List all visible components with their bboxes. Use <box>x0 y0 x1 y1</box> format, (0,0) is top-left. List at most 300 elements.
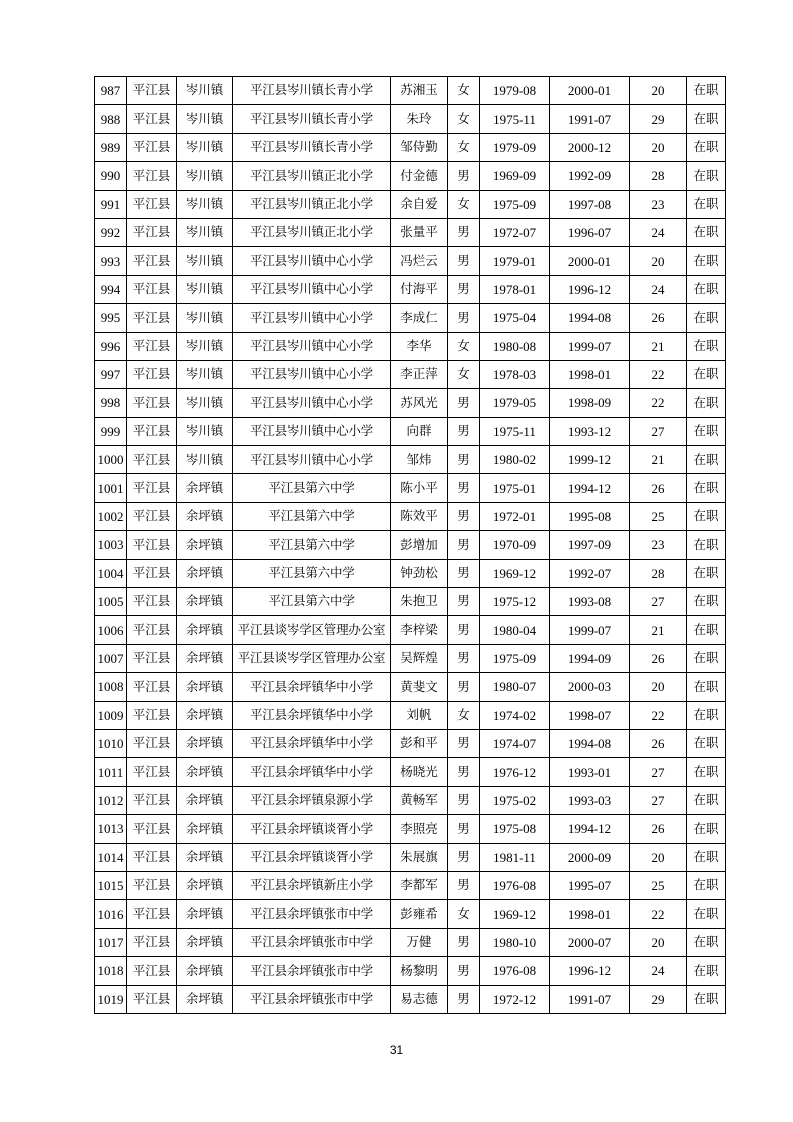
status-cell: 在职 <box>687 900 726 928</box>
gender-cell: 男 <box>448 474 480 502</box>
birth-date-cell: 1981-11 <box>480 843 550 871</box>
county-cell: 平江县 <box>127 758 177 786</box>
status-cell: 在职 <box>687 474 726 502</box>
status-cell: 在职 <box>687 77 726 105</box>
county-cell: 平江县 <box>127 389 177 417</box>
birth-date-cell: 1979-09 <box>480 133 550 161</box>
birth-date-cell: 1975-12 <box>480 588 550 616</box>
school-cell: 平江县余坪镇张市中学 <box>233 957 391 985</box>
county-cell: 平江县 <box>127 985 177 1013</box>
page-number: 31 <box>389 1043 404 1057</box>
gender-cell: 男 <box>448 417 480 445</box>
start-date-cell: 1994-09 <box>550 644 630 672</box>
status-cell: 在职 <box>687 729 726 757</box>
table-row <box>95 531 726 559</box>
town-cell: 岑川镇 <box>177 304 233 332</box>
school-cell: 平江县余坪镇张市中学 <box>233 985 391 1013</box>
table-row <box>95 729 726 757</box>
gender-cell: 男 <box>448 758 480 786</box>
table-row <box>95 843 726 871</box>
name-cell: 刘帆 <box>391 701 448 729</box>
school-cell: 平江县第六中学 <box>233 502 391 530</box>
name-cell: 苏湘玉 <box>391 77 448 105</box>
county-cell: 平江县 <box>127 474 177 502</box>
school-cell: 平江县岑川镇中心小学 <box>233 332 391 360</box>
table-row <box>95 928 726 956</box>
county-cell: 平江县 <box>127 247 177 275</box>
status-cell: 在职 <box>687 701 726 729</box>
start-date-cell: 1998-07 <box>550 701 630 729</box>
row-index-cell: 994 <box>95 275 127 303</box>
gender-cell: 男 <box>448 957 480 985</box>
years-cell: 22 <box>630 389 687 417</box>
gender-cell: 男 <box>448 985 480 1013</box>
staff-table <box>94 76 726 1014</box>
school-cell: 平江县岑川镇正北小学 <box>233 190 391 218</box>
start-date-cell: 1992-09 <box>550 162 630 190</box>
county-cell: 平江县 <box>127 843 177 871</box>
school-cell: 平江县岑川镇中心小学 <box>233 304 391 332</box>
name-cell: 苏风光 <box>391 389 448 417</box>
county-cell: 平江县 <box>127 616 177 644</box>
gender-cell: 男 <box>448 446 480 474</box>
town-cell: 岑川镇 <box>177 417 233 445</box>
name-cell: 冯烂云 <box>391 247 448 275</box>
status-cell: 在职 <box>687 843 726 871</box>
table-row <box>95 815 726 843</box>
gender-cell: 女 <box>448 190 480 218</box>
gender-cell: 男 <box>448 389 480 417</box>
row-index-cell: 996 <box>95 332 127 360</box>
school-cell: 平江县岑川镇中心小学 <box>233 360 391 388</box>
county-cell: 平江县 <box>127 729 177 757</box>
town-cell: 余坪镇 <box>177 758 233 786</box>
years-cell: 23 <box>630 531 687 559</box>
row-index-cell: 1010 <box>95 729 127 757</box>
row-index-cell: 1009 <box>95 701 127 729</box>
name-cell: 张量平 <box>391 218 448 246</box>
town-cell: 岑川镇 <box>177 247 233 275</box>
name-cell: 吴辉煌 <box>391 644 448 672</box>
birth-date-cell: 1980-07 <box>480 673 550 701</box>
years-cell: 29 <box>630 985 687 1013</box>
row-index-cell: 1018 <box>95 957 127 985</box>
row-index-cell: 995 <box>95 304 127 332</box>
school-cell: 平江县谈岑学区管理办公室 <box>233 644 391 672</box>
table-row <box>95 304 726 332</box>
birth-date-cell: 1969-09 <box>480 162 550 190</box>
status-cell: 在职 <box>687 332 726 360</box>
county-cell: 平江县 <box>127 162 177 190</box>
gender-cell: 男 <box>448 247 480 275</box>
school-cell: 平江县岑川镇中心小学 <box>233 247 391 275</box>
town-cell: 岑川镇 <box>177 218 233 246</box>
status-cell: 在职 <box>687 247 726 275</box>
school-cell: 平江县岑川镇长青小学 <box>233 105 391 133</box>
start-date-cell: 1994-08 <box>550 304 630 332</box>
table-row <box>95 701 726 729</box>
birth-date-cell: 1972-12 <box>480 985 550 1013</box>
gender-cell: 男 <box>448 815 480 843</box>
table-row <box>95 446 726 474</box>
years-cell: 24 <box>630 275 687 303</box>
name-cell: 李成仁 <box>391 304 448 332</box>
start-date-cell: 1998-09 <box>550 389 630 417</box>
status-cell: 在职 <box>687 758 726 786</box>
status-cell: 在职 <box>687 275 726 303</box>
birth-date-cell: 1975-08 <box>480 815 550 843</box>
name-cell: 李都军 <box>391 871 448 899</box>
name-cell: 付金德 <box>391 162 448 190</box>
row-index-cell: 997 <box>95 360 127 388</box>
start-date-cell: 1999-12 <box>550 446 630 474</box>
start-date-cell: 2000-01 <box>550 77 630 105</box>
row-index-cell: 991 <box>95 190 127 218</box>
county-cell: 平江县 <box>127 77 177 105</box>
years-cell: 28 <box>630 559 687 587</box>
town-cell: 岑川镇 <box>177 446 233 474</box>
row-index-cell: 1001 <box>95 474 127 502</box>
table-row <box>95 218 726 246</box>
years-cell: 26 <box>630 644 687 672</box>
town-cell: 岑川镇 <box>177 77 233 105</box>
birth-date-cell: 1972-07 <box>480 218 550 246</box>
name-cell: 万健 <box>391 928 448 956</box>
years-cell: 28 <box>630 162 687 190</box>
years-cell: 26 <box>630 729 687 757</box>
years-cell: 21 <box>630 332 687 360</box>
birth-date-cell: 1975-01 <box>480 474 550 502</box>
status-cell: 在职 <box>687 502 726 530</box>
row-index-cell: 1016 <box>95 900 127 928</box>
status-cell: 在职 <box>687 105 726 133</box>
school-cell: 平江县岑川镇长青小学 <box>233 133 391 161</box>
school-cell: 平江县余坪镇张市中学 <box>233 900 391 928</box>
table-row <box>95 190 726 218</box>
name-cell: 彭雍希 <box>391 900 448 928</box>
town-cell: 余坪镇 <box>177 644 233 672</box>
table-row <box>95 275 726 303</box>
town-cell: 岑川镇 <box>177 190 233 218</box>
town-cell: 余坪镇 <box>177 985 233 1013</box>
name-cell: 李梓梁 <box>391 616 448 644</box>
start-date-cell: 2000-01 <box>550 247 630 275</box>
start-date-cell: 1996-07 <box>550 218 630 246</box>
row-index-cell: 1011 <box>95 758 127 786</box>
birth-date-cell: 1975-04 <box>480 304 550 332</box>
gender-cell: 男 <box>448 786 480 814</box>
table-row <box>95 644 726 672</box>
county-cell: 平江县 <box>127 105 177 133</box>
name-cell: 邹侍勤 <box>391 133 448 161</box>
county-cell: 平江县 <box>127 275 177 303</box>
birth-date-cell: 1975-09 <box>480 644 550 672</box>
birth-date-cell: 1979-08 <box>480 77 550 105</box>
gender-cell: 男 <box>448 218 480 246</box>
town-cell: 余坪镇 <box>177 616 233 644</box>
table-row <box>95 417 726 445</box>
name-cell: 黄畅军 <box>391 786 448 814</box>
years-cell: 24 <box>630 218 687 246</box>
county-cell: 平江县 <box>127 133 177 161</box>
years-cell: 20 <box>630 928 687 956</box>
years-cell: 20 <box>630 77 687 105</box>
gender-cell: 男 <box>448 162 480 190</box>
school-cell: 平江县余坪镇谈胥小学 <box>233 843 391 871</box>
start-date-cell: 1994-12 <box>550 474 630 502</box>
town-cell: 余坪镇 <box>177 900 233 928</box>
town-cell: 岑川镇 <box>177 275 233 303</box>
county-cell: 平江县 <box>127 446 177 474</box>
status-cell: 在职 <box>687 360 726 388</box>
table-row <box>95 247 726 275</box>
name-cell: 李正萍 <box>391 360 448 388</box>
county-cell: 平江县 <box>127 928 177 956</box>
gender-cell: 男 <box>448 644 480 672</box>
birth-date-cell: 1974-07 <box>480 729 550 757</box>
birth-date-cell: 1980-08 <box>480 332 550 360</box>
years-cell: 27 <box>630 758 687 786</box>
status-cell: 在职 <box>687 218 726 246</box>
row-index-cell: 988 <box>95 105 127 133</box>
status-cell: 在职 <box>687 957 726 985</box>
school-cell: 平江县岑川镇中心小学 <box>233 389 391 417</box>
status-cell: 在职 <box>687 417 726 445</box>
town-cell: 岑川镇 <box>177 105 233 133</box>
row-index-cell: 1008 <box>95 673 127 701</box>
birth-date-cell: 1975-09 <box>480 190 550 218</box>
row-index-cell: 1013 <box>95 815 127 843</box>
table-row <box>95 105 726 133</box>
county-cell: 平江县 <box>127 701 177 729</box>
school-cell: 平江县岑川镇中心小学 <box>233 275 391 303</box>
start-date-cell: 1998-01 <box>550 360 630 388</box>
town-cell: 岑川镇 <box>177 360 233 388</box>
gender-cell: 男 <box>448 502 480 530</box>
status-cell: 在职 <box>687 304 726 332</box>
school-cell: 平江县余坪镇泉源小学 <box>233 786 391 814</box>
gender-cell: 女 <box>448 77 480 105</box>
birth-date-cell: 1975-11 <box>480 417 550 445</box>
name-cell: 朱抱卫 <box>391 588 448 616</box>
status-cell: 在职 <box>687 559 726 587</box>
school-cell: 平江县谈岑学区管理办公室 <box>233 616 391 644</box>
row-index-cell: 1006 <box>95 616 127 644</box>
birth-date-cell: 1975-02 <box>480 786 550 814</box>
years-cell: 22 <box>630 701 687 729</box>
status-cell: 在职 <box>687 928 726 956</box>
county-cell: 平江县 <box>127 588 177 616</box>
start-date-cell: 2000-03 <box>550 673 630 701</box>
years-cell: 20 <box>630 673 687 701</box>
start-date-cell: 1999-07 <box>550 616 630 644</box>
birth-date-cell: 1976-08 <box>480 871 550 899</box>
school-cell: 平江县岑川镇长青小学 <box>233 77 391 105</box>
county-cell: 平江县 <box>127 417 177 445</box>
school-cell: 平江县余坪镇华中小学 <box>233 673 391 701</box>
town-cell: 余坪镇 <box>177 928 233 956</box>
town-cell: 余坪镇 <box>177 559 233 587</box>
name-cell: 李照亮 <box>391 815 448 843</box>
gender-cell: 男 <box>448 531 480 559</box>
town-cell: 余坪镇 <box>177 502 233 530</box>
birth-date-cell: 1980-02 <box>480 446 550 474</box>
birth-date-cell: 1978-01 <box>480 275 550 303</box>
birth-date-cell: 1975-11 <box>480 105 550 133</box>
town-cell: 余坪镇 <box>177 474 233 502</box>
years-cell: 24 <box>630 957 687 985</box>
county-cell: 平江县 <box>127 871 177 899</box>
start-date-cell: 1996-12 <box>550 275 630 303</box>
status-cell: 在职 <box>687 616 726 644</box>
name-cell: 朱展旗 <box>391 843 448 871</box>
years-cell: 26 <box>630 474 687 502</box>
school-cell: 平江县余坪镇华中小学 <box>233 701 391 729</box>
gender-cell: 男 <box>448 304 480 332</box>
name-cell: 钟劲松 <box>391 559 448 587</box>
status-cell: 在职 <box>687 871 726 899</box>
birth-date-cell: 1974-02 <box>480 701 550 729</box>
row-index-cell: 1005 <box>95 588 127 616</box>
table-row <box>95 502 726 530</box>
town-cell: 岑川镇 <box>177 332 233 360</box>
county-cell: 平江县 <box>127 190 177 218</box>
name-cell: 陈小平 <box>391 474 448 502</box>
row-index-cell: 993 <box>95 247 127 275</box>
birth-date-cell: 1980-10 <box>480 928 550 956</box>
name-cell: 朱玲 <box>391 105 448 133</box>
town-cell: 余坪镇 <box>177 588 233 616</box>
row-index-cell: 1002 <box>95 502 127 530</box>
status-cell: 在职 <box>687 644 726 672</box>
name-cell: 向群 <box>391 417 448 445</box>
start-date-cell: 2000-12 <box>550 133 630 161</box>
birth-date-cell: 1970-09 <box>480 531 550 559</box>
name-cell: 李华 <box>391 332 448 360</box>
table-row <box>95 957 726 985</box>
status-cell: 在职 <box>687 531 726 559</box>
county-cell: 平江县 <box>127 531 177 559</box>
school-cell: 平江县余坪镇张市中学 <box>233 928 391 956</box>
name-cell: 黄斐文 <box>391 673 448 701</box>
years-cell: 20 <box>630 133 687 161</box>
start-date-cell: 1993-01 <box>550 758 630 786</box>
town-cell: 余坪镇 <box>177 673 233 701</box>
town-cell: 余坪镇 <box>177 871 233 899</box>
start-date-cell: 1999-07 <box>550 332 630 360</box>
town-cell: 余坪镇 <box>177 531 233 559</box>
county-cell: 平江县 <box>127 502 177 530</box>
start-date-cell: 1997-08 <box>550 190 630 218</box>
county-cell: 平江县 <box>127 786 177 814</box>
start-date-cell: 2000-09 <box>550 843 630 871</box>
school-cell: 平江县第六中学 <box>233 559 391 587</box>
name-cell: 易志德 <box>391 985 448 1013</box>
school-cell: 平江县余坪镇谈胥小学 <box>233 815 391 843</box>
gender-cell: 男 <box>448 928 480 956</box>
status-cell: 在职 <box>687 786 726 814</box>
row-index-cell: 1007 <box>95 644 127 672</box>
years-cell: 29 <box>630 105 687 133</box>
start-date-cell: 1993-08 <box>550 588 630 616</box>
name-cell: 邹炜 <box>391 446 448 474</box>
status-cell: 在职 <box>687 985 726 1013</box>
school-cell: 平江县第六中学 <box>233 531 391 559</box>
table-row <box>95 332 726 360</box>
row-index-cell: 998 <box>95 389 127 417</box>
row-index-cell: 1019 <box>95 985 127 1013</box>
county-cell: 平江县 <box>127 644 177 672</box>
table-row <box>95 588 726 616</box>
start-date-cell: 1995-07 <box>550 871 630 899</box>
table-row <box>95 474 726 502</box>
birth-date-cell: 1979-05 <box>480 389 550 417</box>
start-date-cell: 1991-07 <box>550 985 630 1013</box>
town-cell: 余坪镇 <box>177 786 233 814</box>
school-cell: 平江县岑川镇正北小学 <box>233 162 391 190</box>
town-cell: 岑川镇 <box>177 133 233 161</box>
start-date-cell: 1995-08 <box>550 502 630 530</box>
school-cell: 平江县余坪镇华中小学 <box>233 758 391 786</box>
name-cell: 陈效平 <box>391 502 448 530</box>
gender-cell: 男 <box>448 559 480 587</box>
row-index-cell: 989 <box>95 133 127 161</box>
birth-date-cell: 1978-03 <box>480 360 550 388</box>
county-cell: 平江县 <box>127 559 177 587</box>
table-row <box>95 360 726 388</box>
start-date-cell: 1993-03 <box>550 786 630 814</box>
status-cell: 在职 <box>687 446 726 474</box>
years-cell: 20 <box>630 843 687 871</box>
years-cell: 25 <box>630 502 687 530</box>
status-cell: 在职 <box>687 190 726 218</box>
gender-cell: 男 <box>448 275 480 303</box>
status-cell: 在职 <box>687 389 726 417</box>
years-cell: 21 <box>630 616 687 644</box>
town-cell: 余坪镇 <box>177 729 233 757</box>
status-cell: 在职 <box>687 588 726 616</box>
county-cell: 平江县 <box>127 218 177 246</box>
table-row <box>95 162 726 190</box>
table-row <box>95 871 726 899</box>
row-index-cell: 1015 <box>95 871 127 899</box>
name-cell: 付海平 <box>391 275 448 303</box>
birth-date-cell: 1972-01 <box>480 502 550 530</box>
status-cell: 在职 <box>687 133 726 161</box>
birth-date-cell: 1969-12 <box>480 900 550 928</box>
county-cell: 平江县 <box>127 815 177 843</box>
start-date-cell: 1991-07 <box>550 105 630 133</box>
county-cell: 平江县 <box>127 360 177 388</box>
gender-cell: 男 <box>448 588 480 616</box>
town-cell: 岑川镇 <box>177 389 233 417</box>
school-cell: 平江县岑川镇中心小学 <box>233 446 391 474</box>
name-cell: 杨黎明 <box>391 957 448 985</box>
row-index-cell: 1003 <box>95 531 127 559</box>
row-index-cell: 999 <box>95 417 127 445</box>
start-date-cell: 1998-01 <box>550 900 630 928</box>
status-cell: 在职 <box>687 815 726 843</box>
years-cell: 22 <box>630 360 687 388</box>
row-index-cell: 1000 <box>95 446 127 474</box>
gender-cell: 女 <box>448 900 480 928</box>
start-date-cell: 1997-09 <box>550 531 630 559</box>
school-cell: 平江县第六中学 <box>233 474 391 502</box>
start-date-cell: 1993-12 <box>550 417 630 445</box>
school-cell: 平江县岑川镇中心小学 <box>233 417 391 445</box>
town-cell: 余坪镇 <box>177 843 233 871</box>
table-row <box>95 616 726 644</box>
